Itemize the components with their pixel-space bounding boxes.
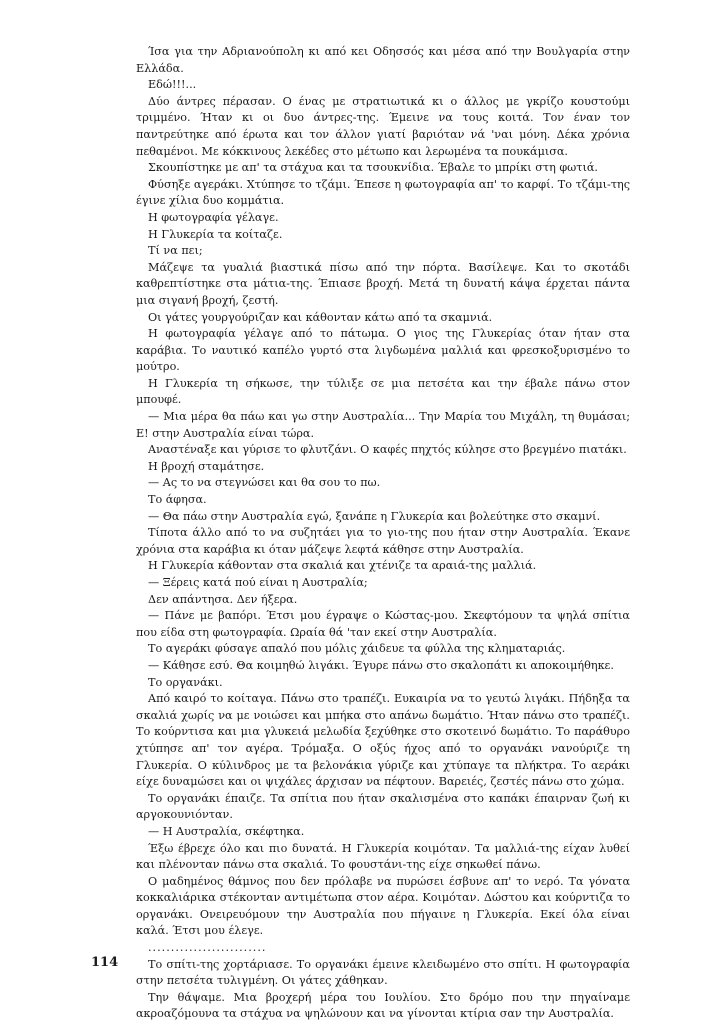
paragraph: Δύο άντρες πέρασαν. Ο ένας με στρατιωτικά κι ο άλλος με γκρίζο κουστούμι τριμμένο. Ήταν κι οι δυο άντρες-της. Έμεινε να τους κοιτά. Τον έναν τον παντρεύτηκε από έρωτα και τον άλλον γιατί βαριόταν νά 'ναι μόνη. Δέκα χρόνια πεθαμένοι. Με κόκκινους λεκέδες στο μέτωπο και λερωμένα τα πουκάμισα. bbox=[136, 94, 630, 158]
paragraph: Έξω έβρεχε όλο και πιο δυνατά. Η Γλυκερία κοιμόταν. Τα μαλλιά-της είχαν λυθεί και πλένονταν πάνω στα σκαλιά. Το φουστάνι-της είχε σηκωθεί πάνω. bbox=[136, 841, 630, 872]
paragraph: Σκουπίστηκε με απ' τα στάχυα και τα τσουκνίδια. Έβαλε το μπρίκι στη φωτιά. bbox=[148, 161, 598, 175]
paragraph: Αναστέναξε και γύρισε το φλυτζάνι. Ο καφές πηχτός κύλησε στο βρεγμένο πιατάκι. bbox=[148, 443, 627, 457]
paragraph: — Πάνε με βαπόρι. Έτσι μου έγραψε ο Κώστας-μου. Σκεφτόμουν τα ψηλά σπίτια που είδα στη φωτογραφία. Ωραία θά 'ταν εκεί στην Αυστραλία. bbox=[136, 609, 630, 639]
paragraph: Από καιρό το κοίταγα. Πάνω στο τραπέζι. Ευκαιρία να το γευτώ λιγάκι. Πήδηξα τα σκαλιά χωρίς να με νοιώσει και μπήκα στο απάνω δωμάτιο. Ήταν πάνω στο τραπέζι. Το κούρντισα και μια γλυκειά μελωδία ξεχύθηκε στο σκοτεινό δωμάτιο. Το παράθυρο χτύπησε απ' τον αγέρα. Τρόμαξα. Ο οξύς ήχος από το οργανάκι νανούριζε τη Γλυκερία. Ο κύλινδρος με τα βελονάκια γύριζε και χτύπαγε τα πλήκτρα. Το αεράκι είχε δυναμώσει και οι ψιχάλες άρχισαν να πέφτουν. Βαρειές, ζεστές πάνω στο χώμα. bbox=[136, 692, 630, 789]
paragraph: Το οργανάκι έπαιζε. Τα σπίτια που ήταν σκαλισμένα στο καπάκι έπαιρναν ζωή κι αργοκουνιόνταν. bbox=[136, 791, 630, 822]
paragraph: Φύσηξε αγεράκι. Χτύπησε το τζάμι. Έπεσε η φωτογραφία απ' το καρφί. Το τζάμι-της έγινε χίλια δυο κομμάτια. bbox=[136, 177, 630, 208]
page-number: 114 bbox=[91, 955, 119, 970]
paragraph: — Ας το να στεγνώσει και θα σου το πω. bbox=[148, 476, 381, 490]
body-text bbox=[136, 44, 630, 1023]
paragraph: Εδώ!!!... bbox=[148, 78, 197, 92]
paragraph: Το σπίτι-της χορτάριασε. Το οργανάκι έμεινε κλειδωμένο στο σπίτι. Η φωτογραφία στην πετσέτα τυλιγμένη. Οι γάτες χάθηκαν. bbox=[136, 957, 630, 988]
paragraph: Η φωτογραφία γέλαγε. bbox=[148, 210, 279, 224]
paragraph: Η Γλυκερία κάθονταν στα σκαλιά και χτένιζε τα αραιά-της μαλλιά. bbox=[148, 559, 537, 573]
paragraph: Την θάψαμε. Μια βροχερή μέρα του Ιουλίου. Στο δρόμο που την πηγαίναμε ακροαζόμουνα τα στάχυα να ψηλώνουν και να γίνονται κτίρια σαν την Αυστραλία. bbox=[136, 990, 630, 1021]
paragraph: .......................... bbox=[148, 941, 267, 955]
paragraph: Η Γλυκερία τα κοίταζε. bbox=[148, 227, 283, 241]
paragraph: Ίσα για την Αδριανούπολη κι από κει Οδησσός και μέσα από την Βουλγαρία στην Ελλάδα. bbox=[136, 45, 630, 75]
paragraph: — Η Αυστραλία, σκέφτηκα. bbox=[148, 824, 305, 838]
paragraph: — Κάθησε εσύ. Θα κοιμηθώ λιγάκι. Έγυρε πάνω στο σκαλοπάτι κι αποκοιμήθηκε. bbox=[148, 658, 614, 672]
paragraph: Η Γλυκερία τη σήκωσε, την τύλιξε σε μια πετσέτα και την έβαλε πάνω στον μπουφέ. bbox=[136, 376, 630, 407]
paragraph: Ο μαδημένος θάμνος που δεν πρόλαβε να πυρώσει έσβυνε απ' το νερό. Τα γόνατα κοκκαλιάρικα στέκονταν αντιμέτωπα στον αέρα. Κοιμόταν. Δώστου και κούρντιζα το οργανάκι. Ονειρευόμουν την Αυστραλία που πήγαινε η Γλυκερία. Εκεί όλα είναι καλά. Έτσι μου έλεγε. bbox=[136, 874, 630, 938]
paragraph: Η βροχή σταμάτησε. bbox=[148, 459, 265, 473]
paragraph: Η φωτογραφία γέλαγε από το πάτωμα. Ο γιος της Γλυκερίας όταν ήταν στα καράβια. Το ναυτικό καπέλο γυρτό στα λιγδωμένα μαλλιά και φρεσκοξυρισμένο το μούτρο. bbox=[136, 327, 630, 374]
paragraph: Το αγεράκι φύσαγε απαλό που μόλις χάιδευε τα φύλλα της κληματαριάς. bbox=[148, 642, 566, 656]
paragraph: Οι γάτες γουργούριζαν και κάθονταν κάτω από τα σκαμνιά. bbox=[148, 310, 493, 324]
paragraph: Το άφησα. bbox=[148, 493, 207, 507]
paragraph: — Ξέρεις κατά πού είναι η Αυστραλία; bbox=[148, 576, 368, 589]
paragraph: — Μια μέρα θα πάω και γω στην Αυστραλία... Την Μαρία του Μιχάλη, τη θυμάσαι; Ε! στην Αυστραλία είναι τώρα. bbox=[136, 410, 630, 440]
paragraph: Τί να πει; bbox=[148, 244, 203, 258]
paragraph: Το οργανάκι. bbox=[148, 675, 223, 689]
paragraph: Δεν απάντησα. Δεν ήξερα. bbox=[148, 592, 298, 606]
paragraph: — Θα πάω στην Αυστραλία εγώ, ξανάπε η Γλυκερία και βολεύτηκε στο σκαμνί. bbox=[148, 509, 601, 523]
paragraph: Τίποτα άλλο από το να συζητάει για το γιο-της που ήταν στην Αυστραλία. Έκανε χρόνια στα καράβια κι όταν μάζεψε λεφτά κάθησε στην Αυστραλία. bbox=[136, 526, 630, 556]
paragraph: Μάζεψε τα γυαλιά βιαστικά πίσω από την πόρτα. Βασίλεψε. Και το σκοτάδι καθρεπτίστηκε στα μάτια-της. Έπιασε βροχή. Μετά τη δυνατή κάψα έρχεται πάντα μια σιγανή βροχή, ζεστή. bbox=[136, 260, 630, 307]
